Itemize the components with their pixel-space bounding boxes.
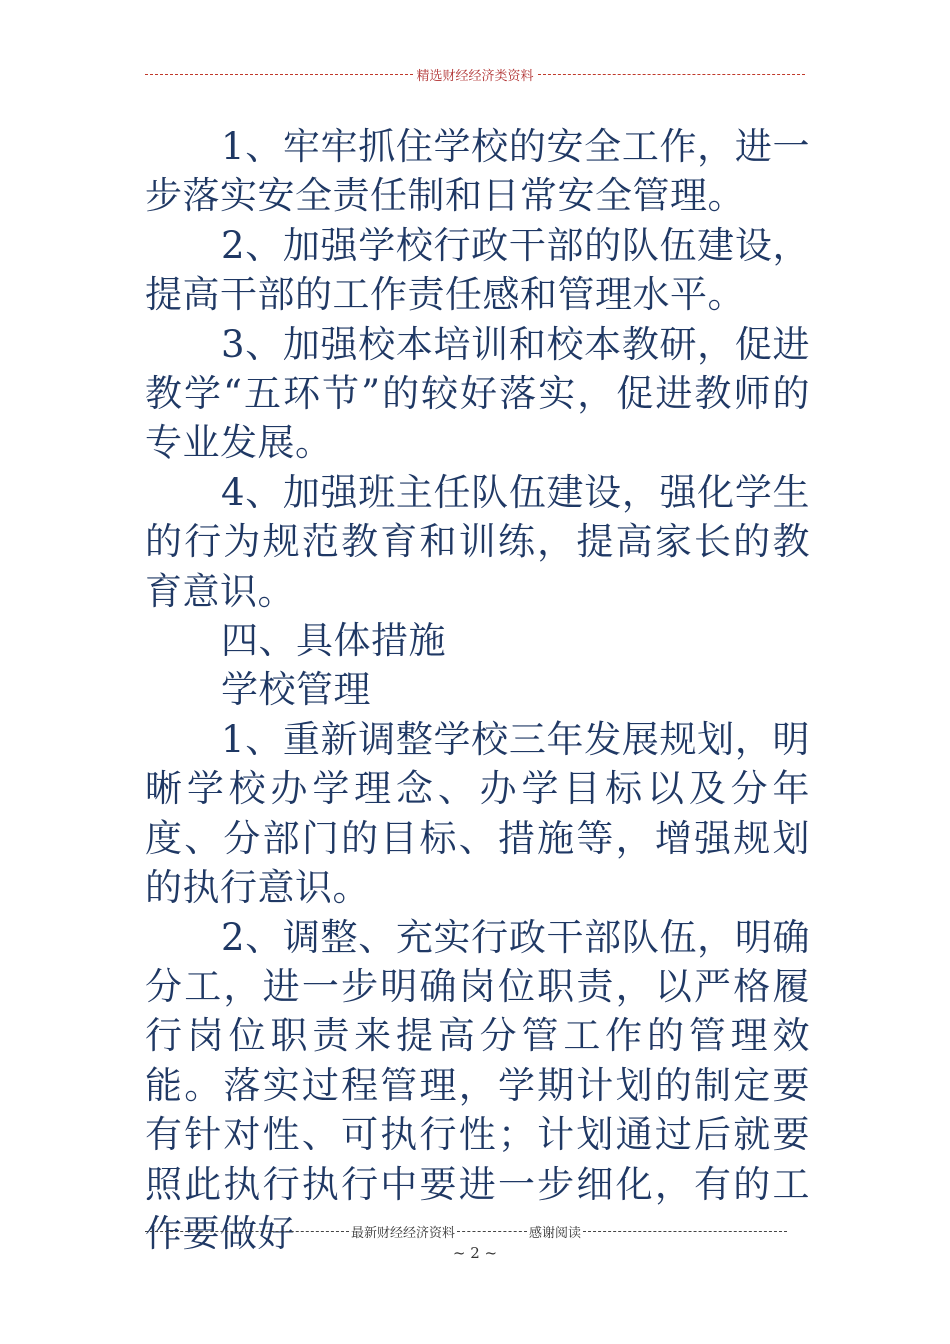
footer-divider-middle (457, 1231, 527, 1232)
document-body (145, 122, 810, 1258)
footer-divider-left (145, 1231, 349, 1232)
page-footer (145, 1221, 787, 1241)
paragraph-3: 3、加强校本培训和校本教研，促进教学“五环节”的较好落实，促进教师的专业发展。 (145, 322, 810, 465)
header-divider-right (538, 74, 806, 75)
paragraph-4: 4、加强班主任队伍建设，强化学生的行为规范教育和训练，提高家长的教育意识。 (145, 470, 810, 613)
page-number: ~ 2 ~ (452, 1244, 498, 1262)
header-text: 精选财经经济类资料 (416, 68, 534, 84)
paragraph-2: 2、加强学校行政干部的队伍建设，提高干部的工作责任感和管理水平。 (145, 223, 810, 317)
footer-divider-right (583, 1231, 787, 1232)
page-header (145, 64, 805, 84)
header-divider-left (145, 74, 413, 75)
subsection-heading: 学校管理 (221, 668, 371, 712)
paragraph-5: 1、重新调整学校三年发展规划，明晰学校办学理念、办学目标以及分年度、分部门的目标、措施等，增强规划的执行意识。 (145, 717, 810, 910)
footer-left-text: 最新财经经济资料 (350, 1225, 455, 1241)
paragraph-1: 1、牢牢抓住学校的安全工作，进一步落实安全责任制和日常安全管理。 (145, 125, 810, 218)
paragraph-6: 2、调整、充实行政干部队伍，明确分工，进一步明确岗位职责，以严格履行岗位职责来提高分管工作的管理效能。落实过程管理，学期计划的制定要有针对性、可执行性；计划通过后就要照此执行执行中要进一步细化，有的工作要做好 (145, 915, 810, 1255)
section-heading: 四、具体措施 (221, 619, 446, 663)
footer-right-text: 感谢阅读 (529, 1225, 582, 1241)
